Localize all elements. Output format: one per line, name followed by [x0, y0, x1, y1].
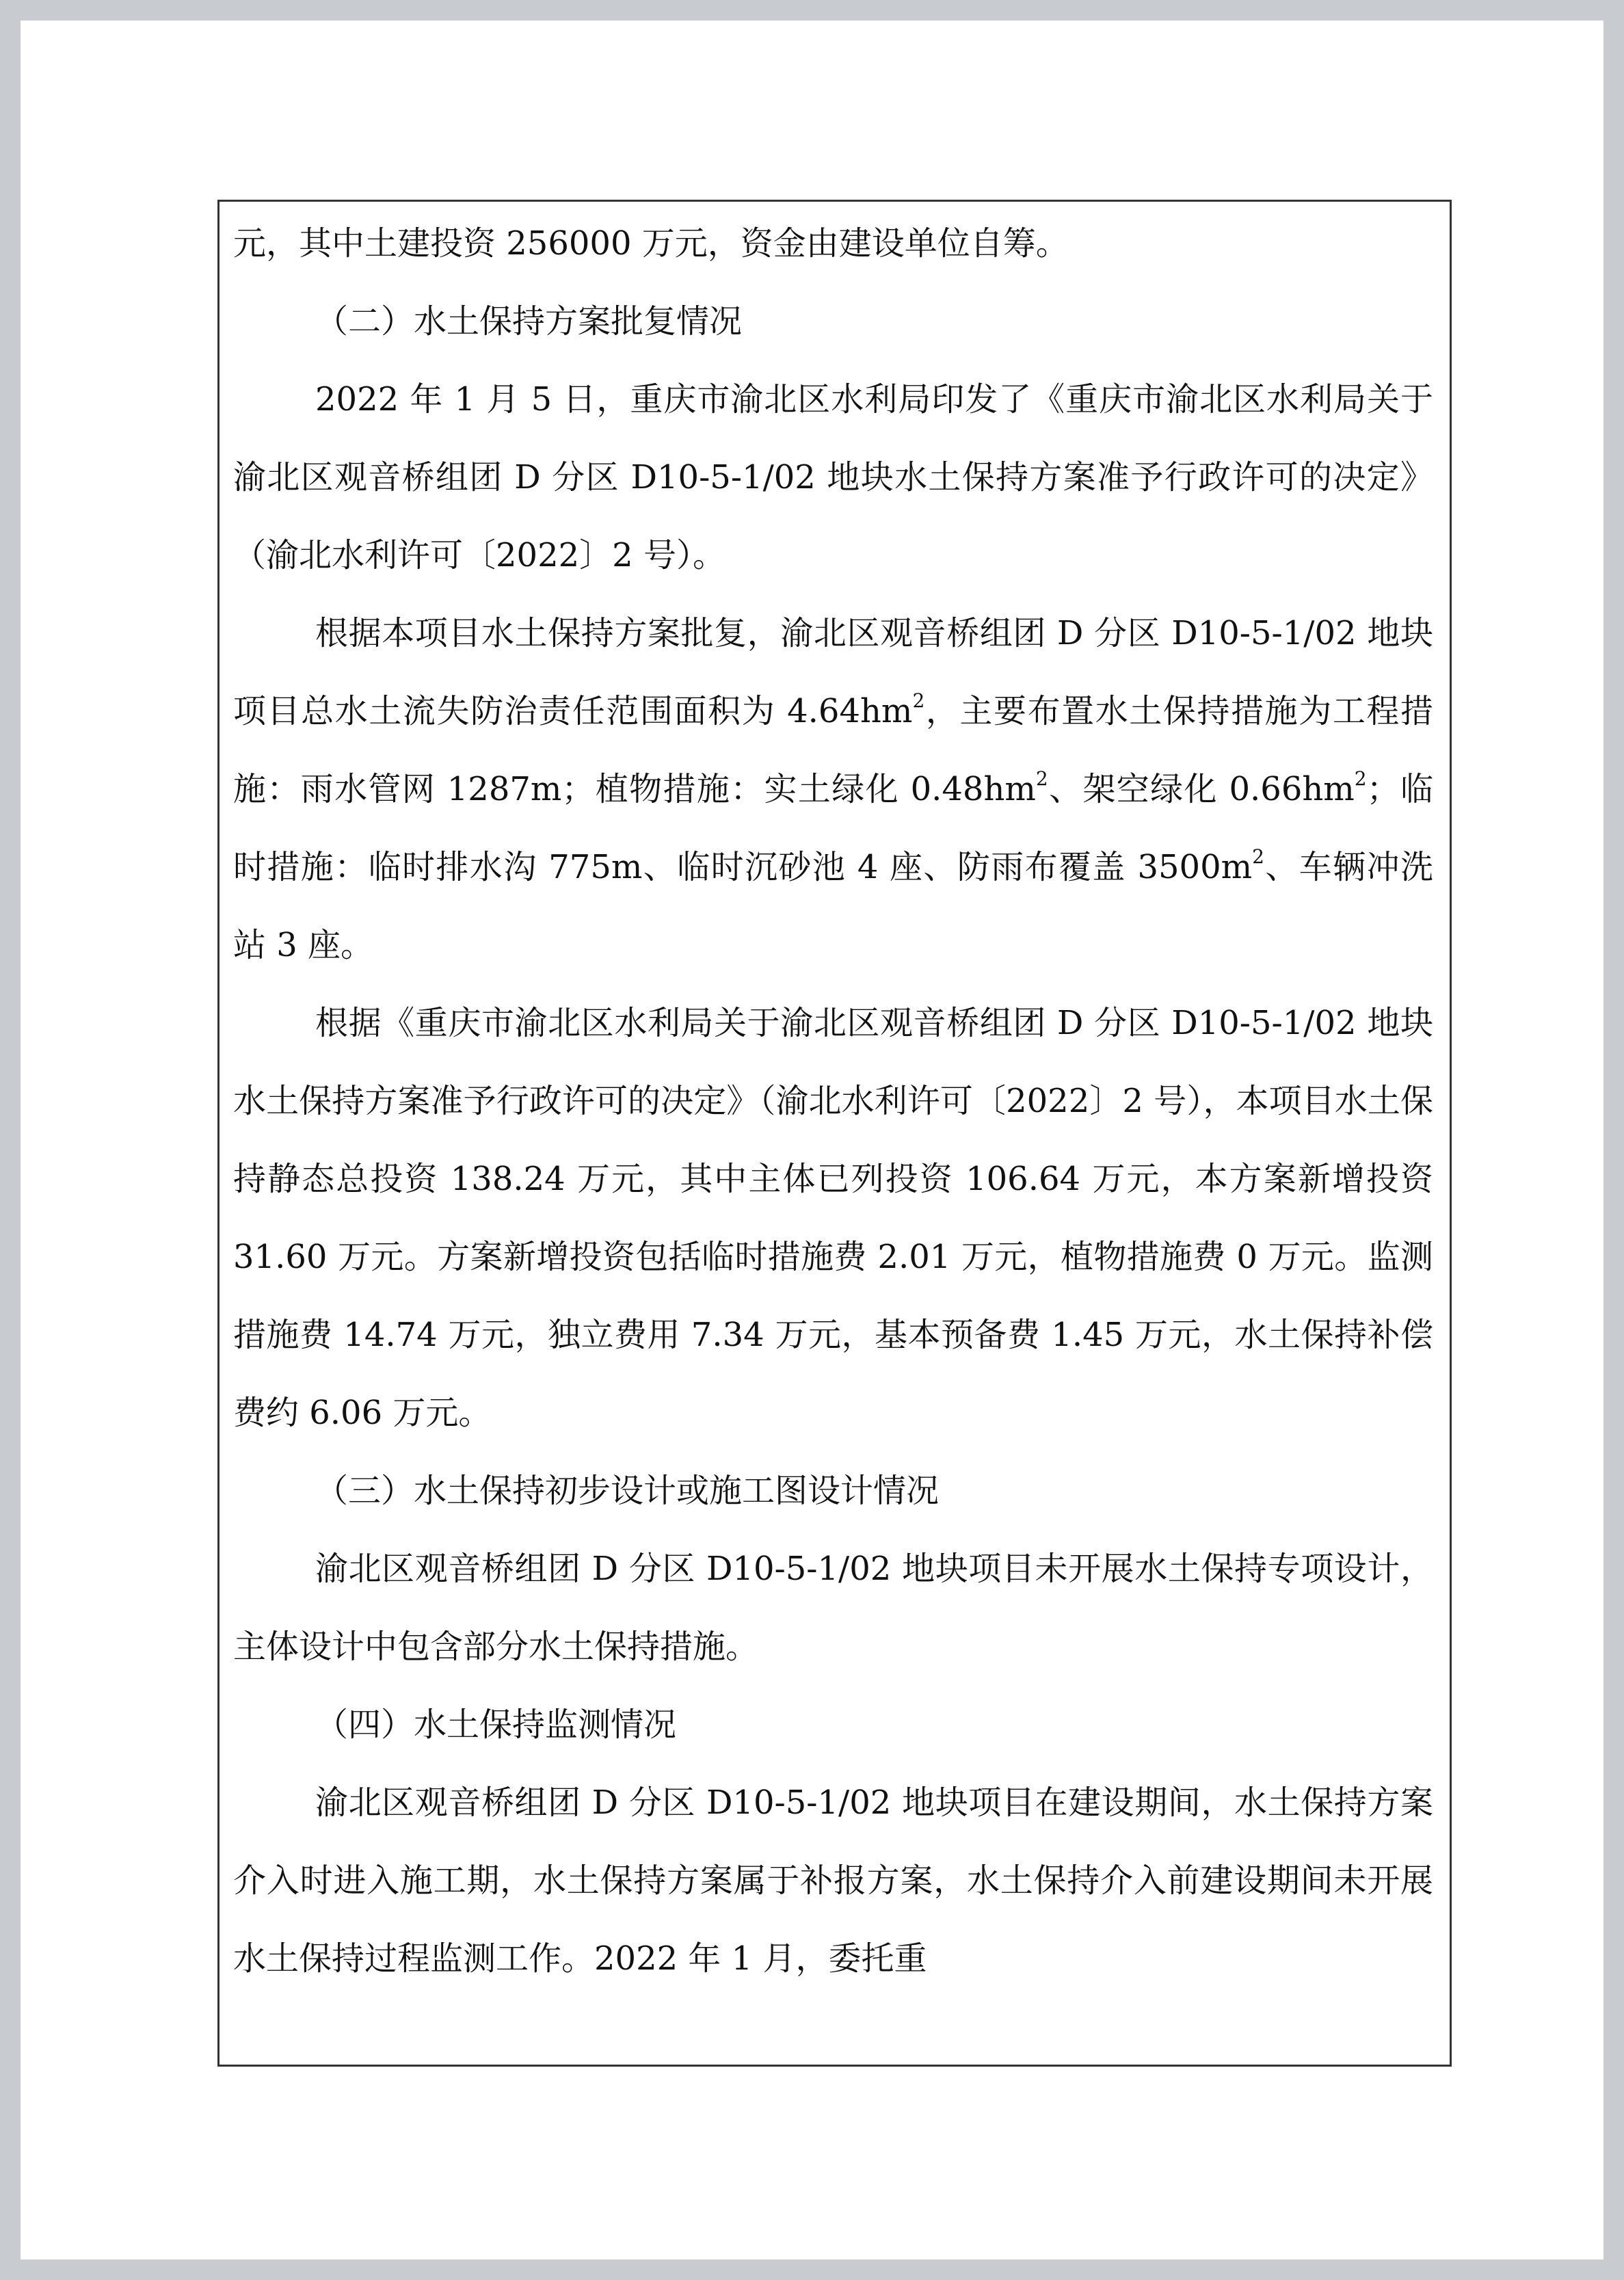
paragraph-investment-continued: 元，其中土建投资 256000 万元，资金由建设单位自筹。: [233, 224, 1069, 263]
heading-design-status: （三）水土保持初步设计或施工图设计情况: [315, 1472, 940, 1510]
paragraph-monitoring-details: 渝北区观音桥组团 D 分区 D10-5-1/02 地块项目在建设期间，水土保持方案介入时进入施工期，水土保持方案属于补报方案，水土保持介入前建设期间未开展水土保持过程监测工作。2022 年 1 月，委托重: [233, 1784, 1433, 1978]
document-text-box: [217, 200, 1452, 2067]
superscript-2: 2: [912, 689, 925, 712]
paragraph-approval-measures: [233, 594, 1433, 984]
paragraph-design-details: 渝北区观音桥组团 D 分区 D10-5-1/02 地块项目未开展水土保持专项设计，主体设计中包含部分水土保持措施。: [233, 1550, 1433, 1666]
heading-approval-status: （二）水土保持方案批复情况: [315, 302, 743, 341]
measures-text-1: 根据本项目水土保持方案批复，渝北区观音桥组团 D 分区 D10-5-1/02 地块项目总水土流失防治责任范围面积为 4.64hm: [233, 614, 1433, 730]
superscript-2: 2: [1252, 845, 1264, 868]
measures-text-2: ，主要布置水土保持措施为工程措施：雨水管网 1287m；植物措施：实土绿化 0.48hm: [233, 692, 1433, 808]
paragraph-investment-breakdown: 根据《重庆市渝北区水利局关于渝北区观音桥组团 D 分区 D10-5-1/02 地块水土保持方案准予行政许可的决定》（渝北水利许可〔2022〕2 号），本项目水土保持静态总投资 138.24 万元，其中主体已列投资 106.64 万元，本方案新增投资 31.60 万元。方案新增投资包括临时措施费 2.01 万元，植物措施费 0 万元。监测措施费 14.74 万元，独立费用 7.34 万元，基本预备费 1.45 万元，水土保持补偿费约 6.06 万元。: [233, 1004, 1433, 1432]
measures-text-5: 、车辆冲洗站 3 座。: [233, 848, 1433, 964]
measures-text-3: 、架空绿化 0.66hm: [1048, 770, 1355, 808]
measures-text-4: ；临时措施：临时排水沟 775m、临时沉砂池 4 座、防雨布覆盖 3500m: [233, 770, 1433, 886]
heading-monitoring-status: （四）水土保持监测情况: [315, 1706, 677, 1744]
superscript-2: 2: [1035, 767, 1048, 790]
superscript-2: 2: [1354, 767, 1367, 790]
paragraph-approval-issued: 2022 年 1 月 5 日，重庆市渝北区水利局印发了《重庆市渝北区水利局关于渝北区观音桥组团 D 分区 D10-5-1/02 地块水土保持方案准予行政许可的决定》（渝北水利许可〔2022〕2 号）。: [233, 380, 1433, 574]
